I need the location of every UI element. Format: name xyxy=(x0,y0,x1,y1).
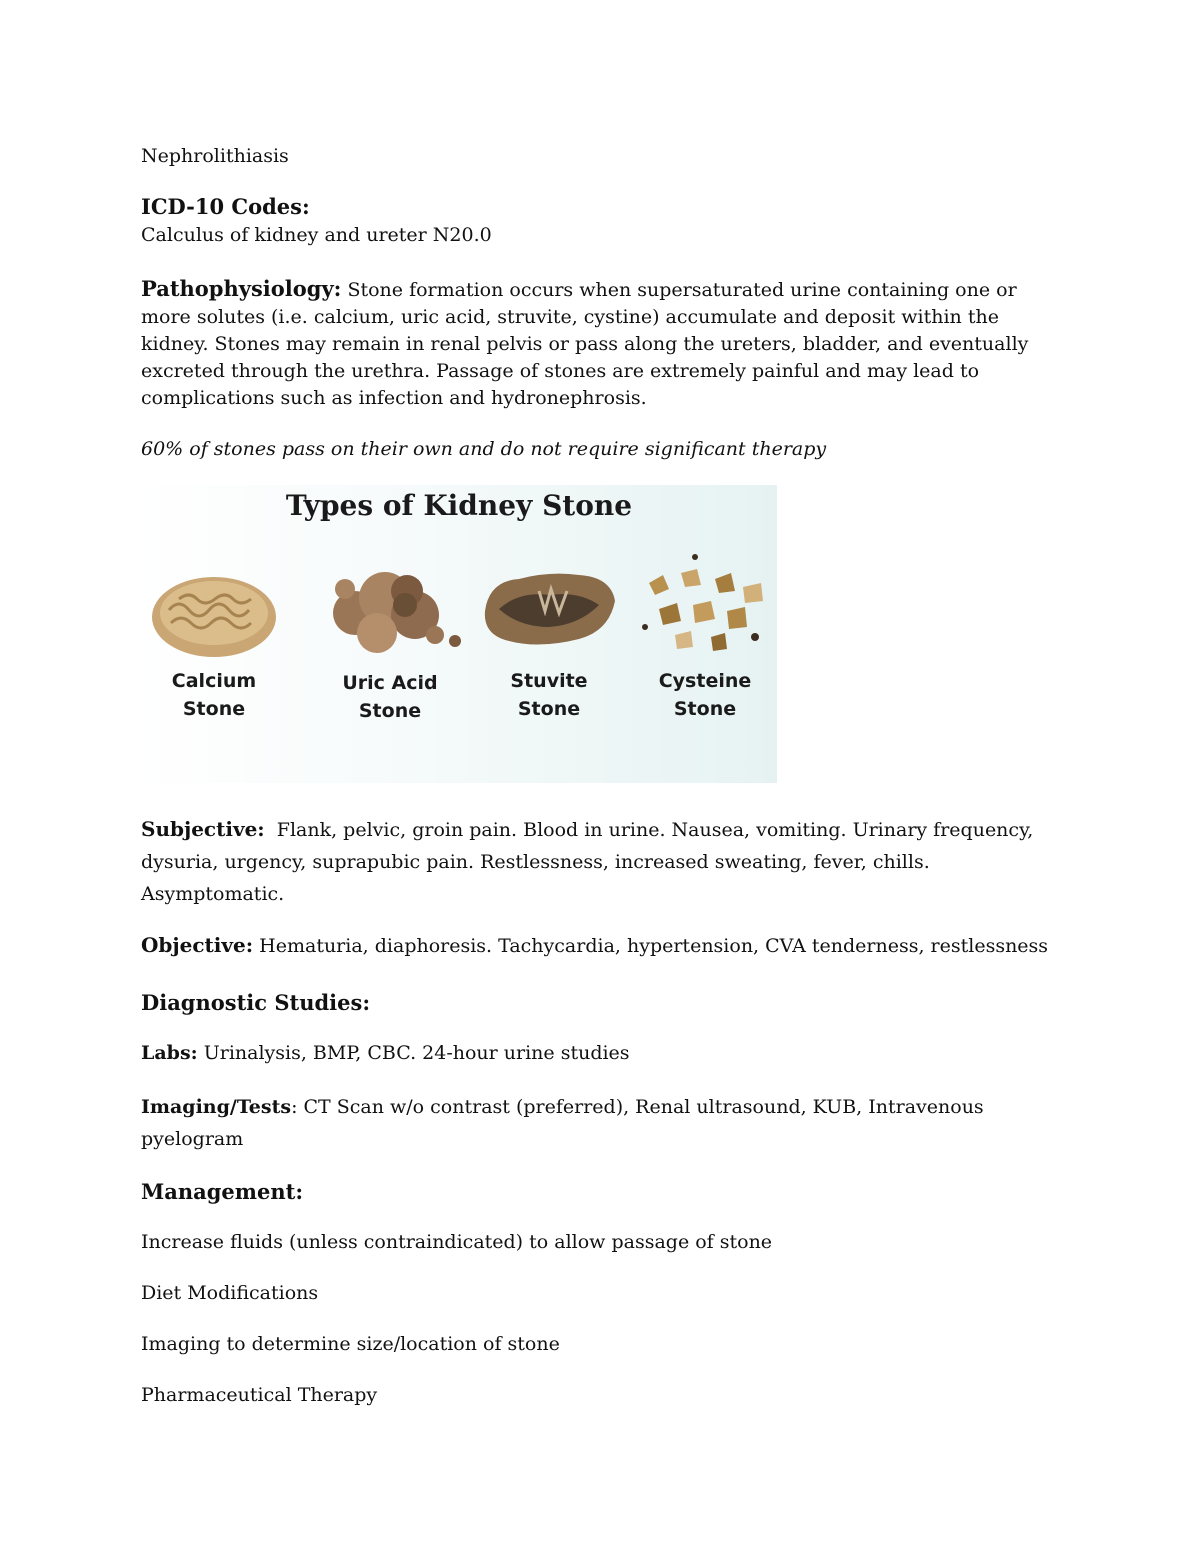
struvite-stone-label-line1: Stuvite xyxy=(510,670,588,692)
subjective-paragraph xyxy=(141,813,1061,910)
uric-acid-stone-label-line2: Stone xyxy=(358,700,422,722)
uric-acid-stone-image xyxy=(315,543,465,663)
cystine-stone-image xyxy=(635,543,775,661)
pathophysiology-paragraph xyxy=(141,275,1061,412)
document-title: Nephrolithiasis xyxy=(141,145,289,167)
kidney-stone-types-figure xyxy=(141,485,777,783)
labs-text: Urinalysis, BMP, CBC. 24-hour urine studies xyxy=(203,1042,630,1064)
management-item: Imaging to determine size/location of stone xyxy=(141,1333,560,1355)
objective-label: Objective: xyxy=(141,933,254,957)
diagnostic-studies-heading: Diagnostic Studies: xyxy=(141,990,371,1015)
labs-paragraph xyxy=(141,1040,1061,1067)
pathophysiology-label: Pathophysiology: xyxy=(141,276,342,301)
document-page xyxy=(141,140,1061,1433)
labs-label: Labs: xyxy=(141,1042,198,1064)
objective-paragraph xyxy=(141,932,1061,960)
subjective-label: Subjective: xyxy=(141,817,265,841)
management-heading: Management: xyxy=(141,1179,304,1204)
struvite-stone-label-line2: Stone xyxy=(517,698,581,720)
struvite-stone-image xyxy=(479,561,619,661)
management-item: Increase fluids (unless contraindicated) to allow passage of stone xyxy=(141,1231,773,1253)
objective-text: Hematuria, diaphoresis. Tachycardia, hypertension, CVA tenderness, restlessness xyxy=(259,935,1049,957)
imaging-label: Imaging/Tests xyxy=(141,1096,292,1118)
icd-code-line: Calculus of kidney and ureter N20.0 xyxy=(141,224,492,246)
pathophysiology-text: Stone formation occurs when supersaturated urine containing one or more solutes (i.e. calcium, uric acid, struvite, cystine) accumulate and deposit within the kidney. Stones may remain in renal pelvis or pass along the ureters, bladder, and eventually excreted through the urethra. Passage of stones are extremely painful and may lead to complications such as infection and hydronephrosis. xyxy=(141,279,1029,409)
uric-acid-stone-label-line1: Uric Acid xyxy=(342,672,438,694)
cystine-stone xyxy=(635,543,775,723)
cystine-stone-label-line2: Stone xyxy=(673,698,737,720)
pass-rate-note: 60% of stones pass on their own and do not require significant therapy xyxy=(141,438,827,460)
calcium-stone xyxy=(149,565,279,723)
imaging-paragraph xyxy=(141,1091,1061,1155)
icd-heading: ICD-10 Codes: xyxy=(141,194,310,219)
imaging-text: : CT Scan w/o contrast (preferred), Renal ultrasound, KUB, Intravenous pyelogram xyxy=(141,1096,984,1150)
figure-title: Types of Kidney Stone xyxy=(285,489,633,522)
uric-acid-stone xyxy=(315,543,465,725)
icd-section xyxy=(141,192,1061,249)
calcium-stone-image xyxy=(149,565,279,661)
calcium-stone-label-line1: Calcium xyxy=(171,670,257,692)
calcium-stone-label-line2: Stone xyxy=(182,698,246,720)
cystine-stone-label-line1: Cysteine xyxy=(658,670,752,692)
management-item: Diet Modifications xyxy=(141,1282,319,1304)
management-item: Pharmaceutical Therapy xyxy=(141,1384,378,1406)
subjective-text: Flank, pelvic, groin pain. Blood in urine. Nausea, vomiting. Urinary frequency, dysuria, urgency, suprapubic pain. Restlessness, increased sweating, fever, chills. Asymptomatic. xyxy=(141,819,1034,905)
struvite-stone xyxy=(479,561,619,723)
